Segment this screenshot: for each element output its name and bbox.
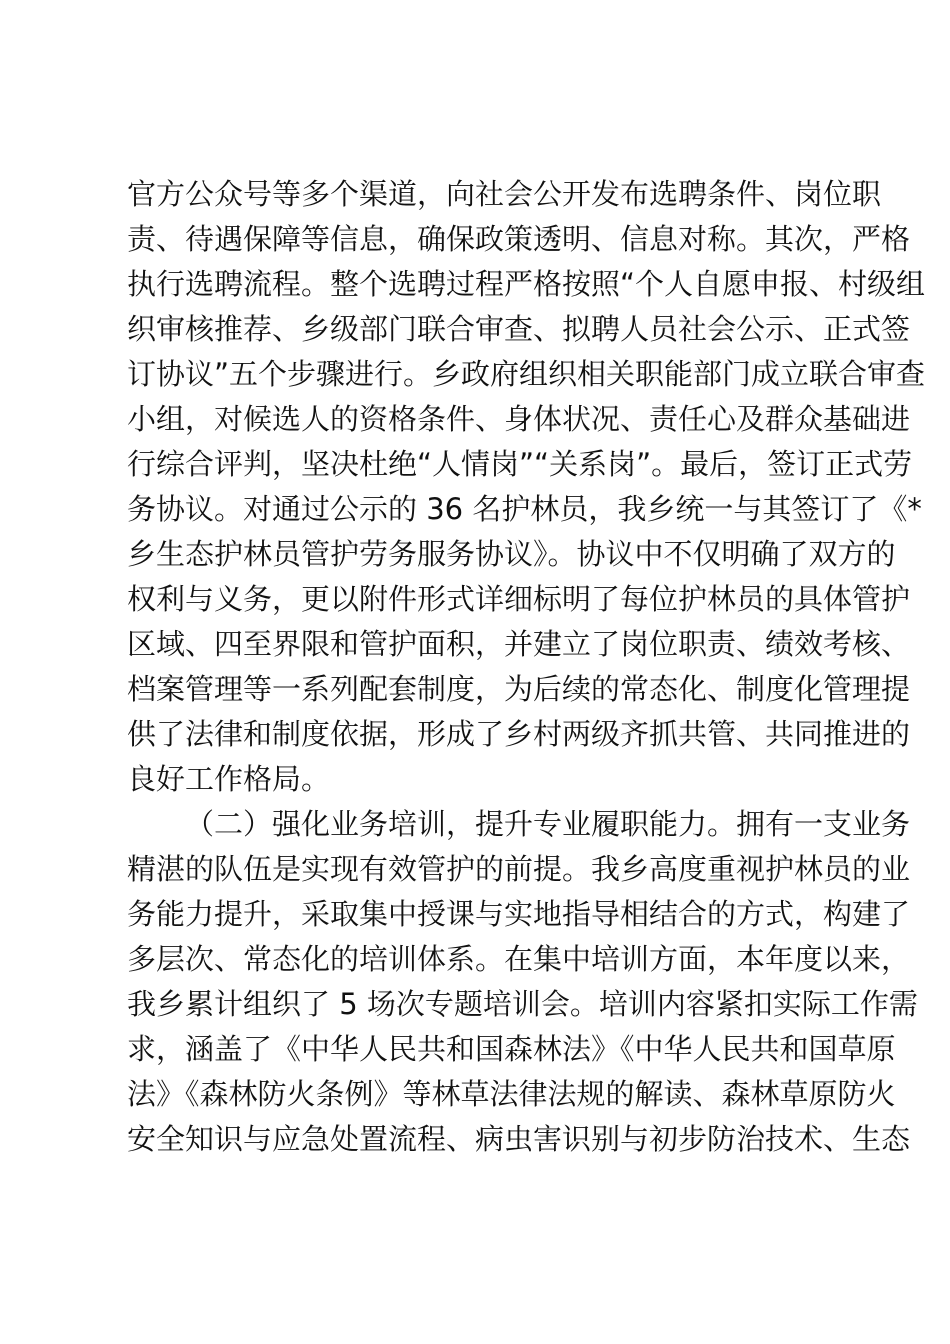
text-line-indented: （二）强化业务培训，提升专业履职能力。拥有一支业务 (185, 807, 911, 841)
text-line: 织审核推荐、乡级部门联合审查、拟聘人员社会公示、正式签 (127, 312, 911, 346)
text-line: 乡生态护林员管护劳务服务协议》。协议中不仅明确了双方的 (127, 537, 896, 571)
text-line: 良好工作格局。 (127, 762, 331, 796)
paragraph-1 (127, 172, 926, 802)
text-line: 安全知识与应急处置流程、病虫害识别与初步防治技术、生态 (127, 1122, 911, 1156)
text-line: 区域、四至界限和管护面积，并建立了岗位职责、绩效考核、 (127, 627, 911, 661)
text-line: 官方公众号等多个渠道，向社会公开发布选聘条件、岗位职 (127, 177, 882, 211)
text-line: 务协议。对通过公示的 36 名护林员，我乡统一与其签订了《* (127, 492, 922, 526)
text-line: 权利与义务，更以附件形式详细标明了每位护林员的具体管护 (127, 582, 911, 616)
text-line: 档案管理等一系列配套制度，为后续的常态化、制度化管理提 (127, 672, 911, 706)
text-line: 供了法律和制度依据，形成了乡村两级齐抓共管、共同推进的 (127, 717, 911, 751)
text-line: 求，涵盖了《中华人民共和国森林法》《中华人民共和国草原 (127, 1032, 896, 1066)
text-line: 订协议”五个步骤进行。乡政府组织相关职能部门成立联合审查 (127, 357, 926, 391)
text-line: 精湛的队伍是实现有效管护的前提。我乡高度重视护林员的业 (127, 852, 911, 886)
text-line: 行综合评判，坚决杜绝“人情岗”“关系岗”。最后，签订正式劳 (127, 447, 913, 481)
paragraph-2 (127, 802, 918, 1162)
text-line: 务能力提升，采取集中授课与实地指导相结合的方式，构建了 (127, 897, 911, 931)
text-line: 责、待遇保障等信息，确保政策透明、信息对称。其次，严格 (127, 222, 911, 256)
text-line: 法》《森林防火条例》等林草法律法规的解读、森林草原防火 (127, 1077, 896, 1111)
text-line: 我乡累计组织了 5 场次专题培训会。培训内容紧扣实际工作需 (127, 987, 918, 1021)
text-line: 多层次、常态化的培训体系。在集中培训方面，本年度以来， (127, 942, 911, 976)
text-line: 小组，对候选人的资格条件、身体状况、责任心及群众基础进 (127, 402, 911, 436)
text-line: 执行选聘流程。整个选聘过程严格按照“个人自愿申报、村级组 (127, 267, 926, 301)
body-text (127, 172, 926, 1162)
